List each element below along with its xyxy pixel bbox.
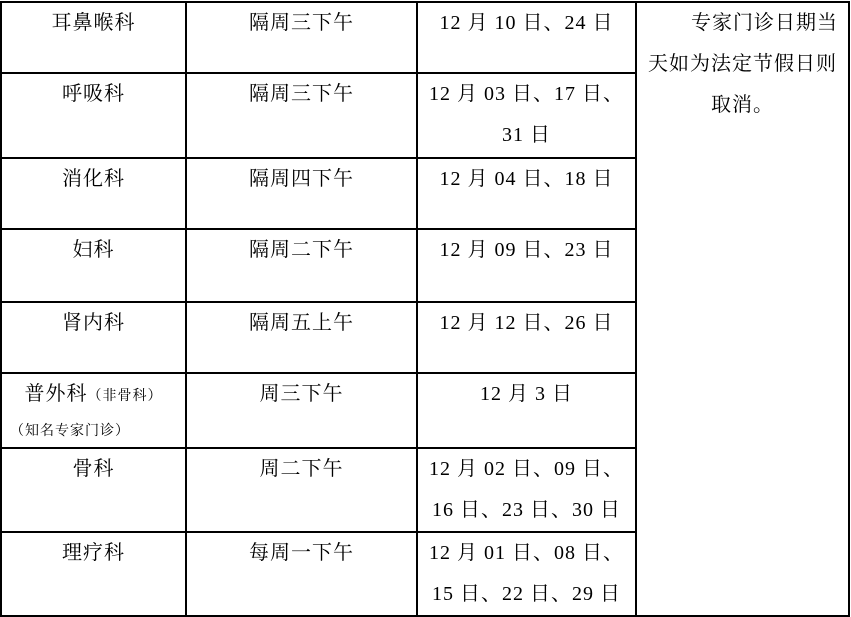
schedule-cell: 隔周五上午 bbox=[186, 302, 417, 373]
dates-cell: 12 月 02 日、09 日、16 日、23 日、30 日 bbox=[417, 448, 636, 532]
dept-name-line bbox=[4, 374, 183, 417]
dept-cell: 骨科 bbox=[1, 448, 186, 532]
schedule-cell: 隔周二下午 bbox=[186, 229, 417, 302]
dates-cell: 12 月 12 日、26 日 bbox=[417, 302, 636, 373]
schedule-cell: 隔周三下午 bbox=[186, 2, 417, 73]
dept-cell: 理疗科 bbox=[1, 532, 186, 616]
dept-cell bbox=[1, 373, 186, 448]
clinic-schedule-table bbox=[0, 1, 850, 617]
dates-cell: 12 月 09 日、23 日 bbox=[417, 229, 636, 302]
table-row bbox=[1, 2, 849, 73]
dept-cell: 耳鼻喉科 bbox=[1, 2, 186, 73]
schedule-cell: 周二下午 bbox=[186, 448, 417, 532]
dept-cell: 消化科 bbox=[1, 158, 186, 229]
dates-cell: 12 月 10 日、24 日 bbox=[417, 2, 636, 73]
schedule-cell: 周三下午 bbox=[186, 373, 417, 448]
dept-cell: 呼吸科 bbox=[1, 73, 186, 158]
dates-cell: 12 月 3 日 bbox=[417, 373, 636, 448]
dates-cell: 12 月 03 日、17 日、31 日 bbox=[417, 73, 636, 158]
dept-cell: 肾内科 bbox=[1, 302, 186, 373]
schedule-cell: 隔周四下午 bbox=[186, 158, 417, 229]
holiday-note-text: 专家门诊日期当天如为法定节假日则取消。 bbox=[648, 12, 838, 116]
dept-subtitle: （知名专家门诊） bbox=[10, 424, 130, 439]
schedule-cell: 隔周三下午 bbox=[186, 73, 417, 158]
dates-cell: 12 月 04 日、18 日 bbox=[417, 158, 636, 229]
dept-paren-note: （非骨科） bbox=[87, 389, 163, 404]
note-cell bbox=[636, 2, 849, 616]
dept-cell: 妇科 bbox=[1, 229, 186, 302]
schedule-cell: 每周一下午 bbox=[186, 532, 417, 616]
dept-name: 普外科 bbox=[24, 383, 88, 405]
dates-cell: 12 月 01 日、08 日、15 日、22 日、29 日 bbox=[417, 532, 636, 616]
